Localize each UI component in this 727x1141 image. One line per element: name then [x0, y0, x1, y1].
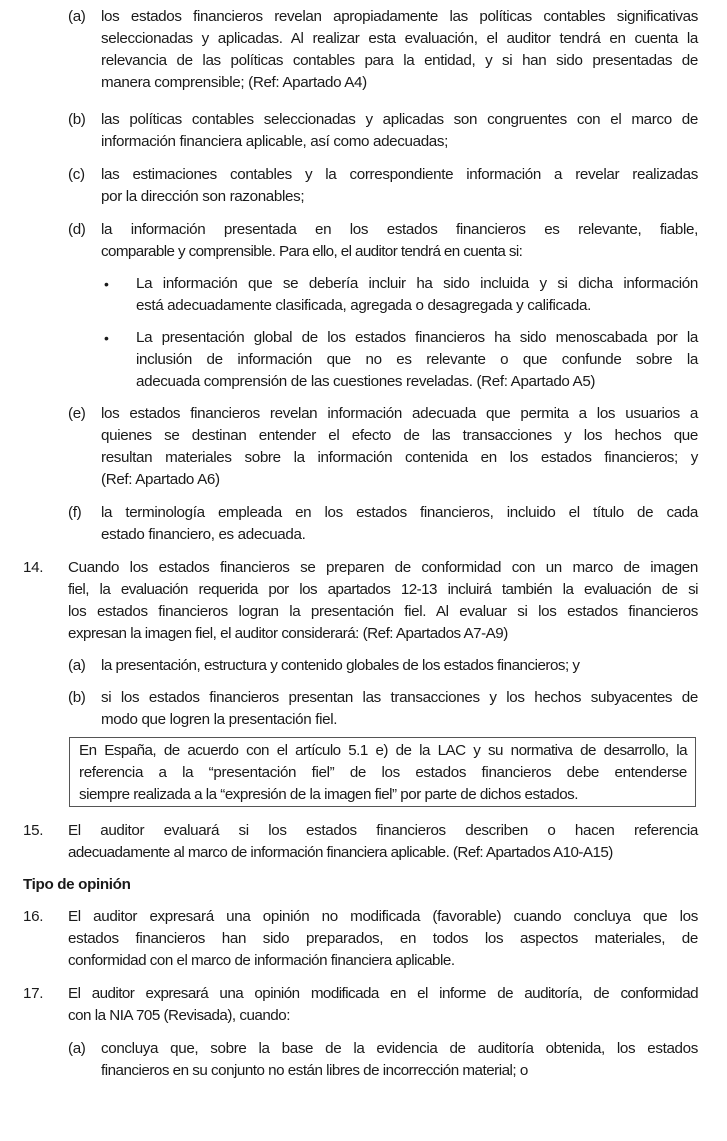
para16-line-1: El auditor expresará una opinión no modificada (favorable) cuando concluya que los — [68, 908, 698, 925]
item-label: (b) — [68, 111, 86, 128]
item-d-line-2: comparable y comprensible. Para ello, el auditor tendrá en cuenta si: — [101, 243, 523, 260]
item-e-line-1: los estados financieros revelan información adecuada que permita a los usuarios a — [101, 405, 698, 422]
note-line-3: siempre realizada a la “expresión de la imagen fiel” por parte de dichos estados. — [79, 786, 578, 803]
para14-line-1: Cuando los estados financieros se preparen de conformidad con un marco de imagen — [68, 559, 698, 576]
item-e-line-2: quienes se destinan entender el efecto de las transacciones y los hechos que — [101, 427, 698, 444]
item-a-line-4: manera comprensible; (Ref: Apartado A4) — [101, 74, 367, 91]
note-line-2: referencia a la “presentación fiel” de los estados financieros debe entenderse — [79, 764, 687, 781]
item-label: (a) — [68, 1040, 86, 1057]
item-e-line-3: resultan materiales sobre la información contenida en los estados financieros; y — [101, 449, 698, 466]
para17-a-line-1: concluya que, sobre la base de la evidencia de auditoría obtenida, los estados — [101, 1040, 698, 1057]
note-line-1: En España, de acuerdo con el artículo 5.1 e) de la LAC y su normativa de desarrollo, la — [79, 742, 687, 759]
item-a-line-2: seleccionadas y aplicadas. Al realizar esta evaluación, el auditor tendrá en cuenta la — [101, 30, 698, 47]
paragraph-number: 14. — [23, 559, 44, 576]
para17-line-2: con la NIA 705 (Revisada), cuando: — [68, 1007, 290, 1024]
item-label: (f) — [68, 504, 82, 521]
para17-a-line-2: financieros en su conjunto no están libres de incorrección material; o — [101, 1062, 528, 1079]
item-label: (e) — [68, 405, 86, 422]
para14-line-3: los estados financieros logran la presentación fiel. Al evaluar si los estados financieros — [68, 603, 698, 620]
item-a-line-1: los estados financieros revelan apropiadamente las políticas contables significativas — [101, 8, 698, 25]
para14-line-2: fiel, la evaluación requerida por los apartados 12-13 incluirá también la evaluación de si — [68, 581, 698, 598]
para15-line-1: El auditor evaluará si los estados financieros describen o hacen referencia — [68, 822, 698, 839]
para16-line-3: conformidad con el marco de información financiera aplicable. — [68, 952, 455, 969]
item-label: (d) — [68, 221, 86, 238]
bullet-2-line-3: adecuada comprensión de las cuestiones reveladas. (Ref: Apartado A5) — [136, 373, 596, 390]
item-label: (b) — [68, 689, 86, 706]
bullet-2-line-1: La presentación global de los estados financieros ha sido menoscabada por la — [136, 329, 698, 346]
section-heading: Tipo de opinión — [23, 876, 131, 893]
item-b-line-2: información financiera aplicable, así como adecuadas; — [101, 133, 449, 150]
para14-a-line-1: la presentación, estructura y contenido globales de los estados financieros; y — [101, 657, 580, 674]
item-b-line-1: las políticas contables seleccionadas y aplicadas son congruentes con el marco de — [101, 111, 698, 128]
item-a-line-3: relevancia de las políticas contables para la entidad, y si han sido presentadas de — [101, 52, 698, 69]
paragraph-number: 16. — [23, 908, 44, 925]
item-label: (a) — [68, 8, 86, 25]
item-label: (a) — [68, 657, 86, 674]
item-label: (c) — [68, 166, 85, 183]
item-e-line-4: (Ref: Apartado A6) — [101, 471, 220, 488]
para17-line-1: El auditor expresará una opinión modificada en el informe de auditoría, de conformidad — [68, 985, 698, 1002]
para14-b-line-1: si los estados financieros presentan las transacciones y los hechos subyacentes de — [101, 689, 698, 706]
bullet-icon: • — [104, 276, 109, 292]
paragraph-number: 15. — [23, 822, 44, 839]
para14-b-line-2: modo que logren la presentación fiel. — [101, 711, 338, 728]
item-f-line-1: la terminología empleada en los estados financieros, incluido el título de cada — [101, 504, 698, 521]
bullet-2-line-2: inclusión de información que no es relevante o que confunde sobre la — [136, 351, 698, 368]
item-d-line-1: la información presentada en los estados financieros es relevante, fiable, — [101, 221, 698, 238]
para14-line-4: expresan la imagen fiel, el auditor considerará: (Ref: Apartados A7-A9) — [68, 625, 508, 642]
para15-line-2: adecuadamente al marco de información financiera aplicable. (Ref: Apartados A10-A15) — [68, 844, 613, 861]
bullet-1-line-2: está adecuadamente clasificada, agregada o desagregada y calificada. — [136, 297, 591, 314]
item-f-line-2: estado financiero, es adecuada. — [101, 526, 306, 543]
item-c-line-1: las estimaciones contables y la correspondiente información a revelar realizadas — [101, 166, 698, 183]
bullet-icon: • — [104, 330, 109, 346]
item-c-line-2: por la dirección son razonables; — [101, 188, 305, 205]
bullet-1-line-1: La información que se debería incluir ha sido incluida y si dicha información — [136, 275, 698, 292]
para16-line-2: estados financieros han sido preparados, en todos los aspectos materiales, de — [68, 930, 698, 947]
paragraph-number: 17. — [23, 985, 44, 1002]
